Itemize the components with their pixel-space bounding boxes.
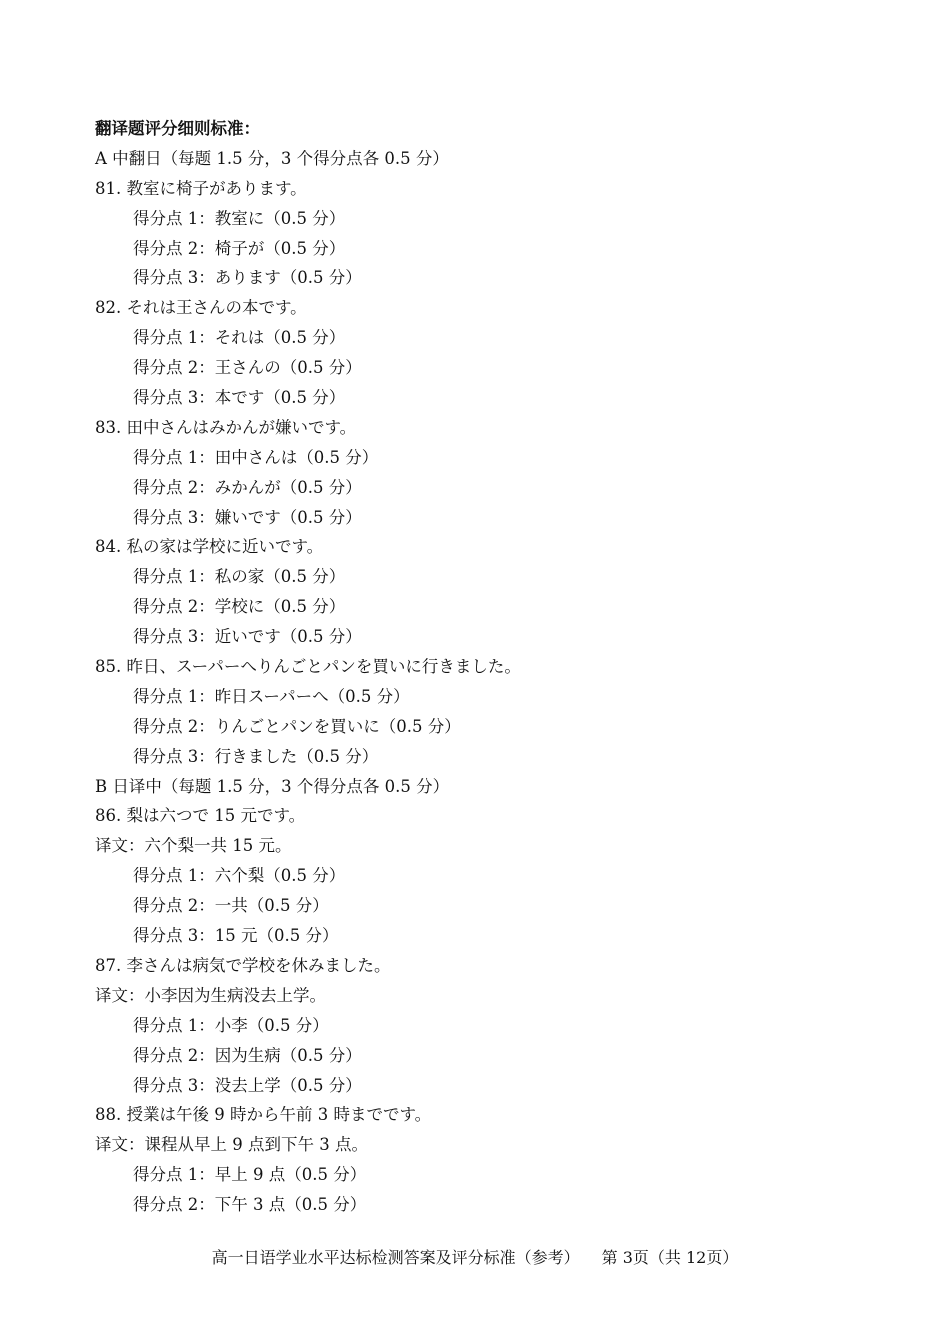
q85-point-1: 得分点 1：昨日スーパーへ（0.5 分） (133, 686, 410, 706)
page-footer (0, 1246, 950, 1270)
q88-point-1: 得分点 1：早上 9 点（0.5 分） (133, 1165, 367, 1185)
question-81: 81. 教室に椅子があります。 (95, 178, 307, 198)
q83-point-2: 得分点 2：みかんが（0.5 分） (133, 477, 362, 497)
q87-translation: 译文：小李因为生病没去上学。 (95, 985, 326, 1005)
q86-translation: 译文：六个梨一共 15 元。 (95, 836, 292, 856)
q84-point-1: 得分点 1：私の家（0.5 分） (133, 567, 346, 587)
q85-point-3: 得分点 3：行きました（0.5 分） (133, 746, 379, 766)
q84-point-3: 得分点 3：近いです（0.5 分） (133, 627, 362, 647)
q82-point-2: 得分点 2：王さんの（0.5 分） (133, 358, 362, 378)
q85-point-2: 得分点 2：りんごとパンを買いに（0.5 分） (133, 716, 461, 736)
section-a-header: A 中翻日（每题 1.5 分，3 个得分点各 0.5 分） (95, 148, 449, 168)
document-content (95, 114, 895, 1220)
q86-point-1: 得分点 1：六个梨（0.5 分） (133, 866, 346, 886)
q82-point-3: 得分点 3：本です（0.5 分） (133, 388, 346, 408)
q88-translation: 译文：课程从早上 9 点到下午 3 点。 (95, 1135, 368, 1155)
q82-point-1: 得分点 1：それは（0.5 分） (133, 328, 346, 348)
q87-point-1: 得分点 1：小李（0.5 分） (133, 1015, 329, 1035)
q81-point-1: 得分点 1：教室に（0.5 分） (133, 208, 346, 228)
question-82: 82. それは王さんの本です。 (95, 298, 307, 318)
q88-point-2: 得分点 2：下午 3 点（0.5 分） (133, 1195, 367, 1215)
q84-point-2: 得分点 2：学校に（0.5 分） (133, 597, 346, 617)
q86-point-2: 得分点 2：一共（0.5 分） (133, 896, 329, 916)
question-88: 88. 授業は午後 9 時から午前 3 時までです。 (95, 1105, 432, 1125)
question-83: 83. 田中さんはみかんが嫌いです。 (95, 417, 357, 437)
footer-document-title: 高一日语学业水平达标检测答案及评分标准（参考） (211, 1248, 580, 1267)
question-85: 85. 昨日、スーパーへりんごとパンを買いに行きました。 (95, 657, 521, 677)
q86-point-3: 得分点 3：15 元（0.5 分） (133, 926, 339, 946)
section-b-header: B 日译中（每题 1.5 分，3 个得分点各 0.5 分） (95, 776, 450, 796)
q87-point-3: 得分点 3：没去上学（0.5 分） (133, 1075, 362, 1095)
question-84: 84. 私の家は学校に近いです。 (95, 537, 324, 557)
q81-point-2: 得分点 2：椅子が（0.5 分） (133, 238, 346, 258)
q87-point-2: 得分点 2：因为生病（0.5 分） (133, 1045, 362, 1065)
footer-page-number: 第 3页（共 12页） (601, 1248, 739, 1267)
question-86: 86. 梨は六つで 15 元です。 (95, 806, 306, 826)
question-87: 87. 李さんは病気で学校を休みました。 (95, 955, 391, 975)
document-title: 翻译题评分细则标准： (95, 119, 260, 138)
q83-point-1: 得分点 1：田中さんは（0.5 分） (133, 447, 379, 467)
q83-point-3: 得分点 3：嫌いです（0.5 分） (133, 507, 362, 527)
q81-point-3: 得分点 3：あります（0.5 分） (133, 268, 362, 288)
